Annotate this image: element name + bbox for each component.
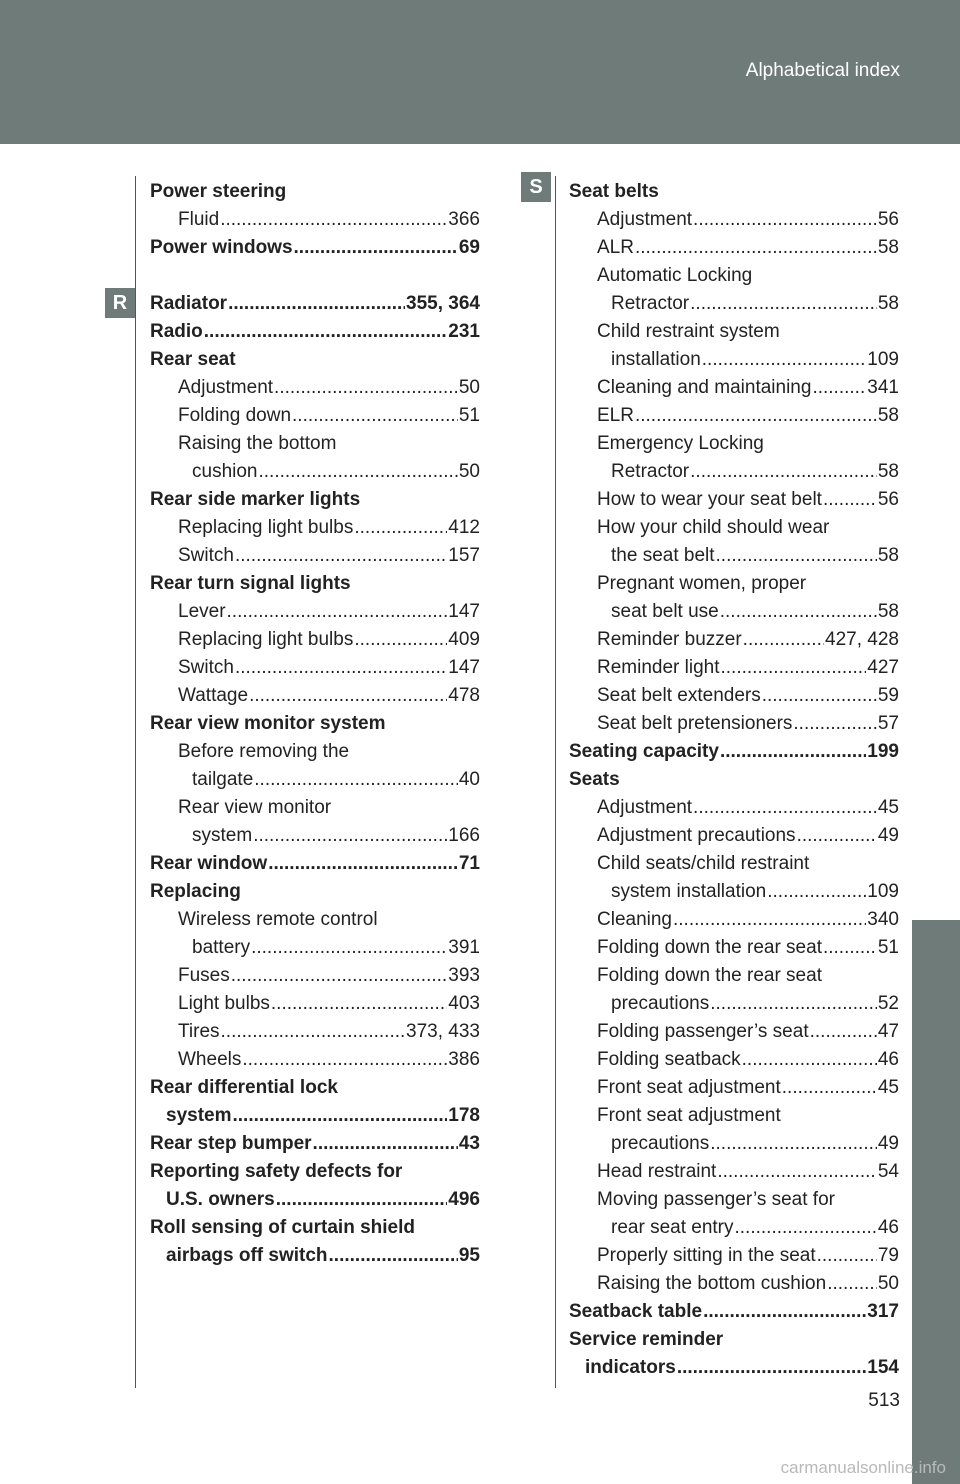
entry-page-ref: 46: [877, 1217, 899, 1238]
dot-leader: [743, 626, 824, 654]
index-heading: [150, 710, 480, 738]
entry-page-ref: 409: [448, 629, 480, 650]
entry-term: Seat belt extenders: [597, 685, 761, 706]
entry-term: Seat belts: [569, 181, 659, 202]
index-subentry: [150, 962, 480, 990]
letter-tab-r: R: [105, 288, 135, 318]
index-subentry: [569, 654, 899, 682]
entry-page-ref: 47: [877, 1021, 899, 1042]
entry-term: Replacing light bulbs: [178, 517, 354, 538]
dot-leader: [635, 402, 877, 430]
entry-term: Properly sitting in the seat: [597, 1245, 816, 1266]
index-entry: [150, 318, 480, 346]
dot-leader: [635, 234, 877, 262]
entry-term: Folding down the rear seat: [597, 937, 822, 958]
entry-term: rear seat entry: [611, 1217, 734, 1238]
entry-page-ref: 58: [877, 545, 899, 566]
entry-page-ref: 50: [877, 1273, 899, 1294]
index-subentry-continued: [150, 822, 480, 850]
index-entry: [150, 290, 480, 318]
entry-page-ref: 391: [448, 937, 480, 958]
page-header: [0, 0, 960, 144]
index-subentry: [569, 1074, 899, 1102]
entry-term: Retractor: [611, 461, 690, 482]
entry-term: Rear window: [150, 853, 268, 874]
dot-leader: [329, 1242, 458, 1270]
entry-term: battery: [192, 937, 251, 958]
dot-leader: [720, 738, 866, 766]
index-subentry: [150, 682, 480, 710]
letter-tab-s: S: [521, 172, 551, 202]
dot-leader: [735, 1214, 877, 1242]
entry-page-ref: 95: [458, 1245, 480, 1266]
dot-leader: [677, 1354, 866, 1382]
watermark: carmanualsonline.info: [780, 1458, 946, 1477]
page-number: 513: [868, 1390, 900, 1411]
entry-page-ref: 51: [458, 405, 480, 426]
entry-term: Replacing light bulbs: [178, 629, 354, 650]
index-subentry-continued: [569, 346, 899, 374]
dot-leader: [823, 486, 877, 514]
index-subentry: [150, 654, 480, 682]
entry-page-ref: 50: [458, 377, 480, 398]
entry-term: Adjustment: [178, 377, 274, 398]
index-subentry: [569, 486, 899, 514]
dot-leader: [716, 542, 877, 570]
entry-term: Raising the bottom cushion: [597, 1273, 827, 1294]
index-heading: [150, 1158, 480, 1186]
entry-page-ref: 58: [877, 601, 899, 622]
entry-term: Wheels: [178, 1049, 242, 1070]
entry-term: U.S. owners: [166, 1189, 275, 1210]
entry-term: Automatic Locking: [597, 265, 753, 286]
index-entry: [569, 738, 899, 766]
entry-term: Rear side marker lights: [150, 489, 361, 510]
dot-leader: [812, 374, 866, 402]
dot-leader: [762, 682, 877, 710]
index-subentry: [569, 514, 899, 542]
entry-term: Rear differential lock: [150, 1077, 338, 1098]
entry-page-ref: 393: [448, 965, 480, 986]
entry-page-ref: 317: [867, 1301, 899, 1322]
entry-term: Front seat adjustment: [597, 1105, 781, 1126]
index-subentry: [569, 962, 899, 990]
index-subentry: [150, 1018, 480, 1046]
index-subentry: [569, 1242, 899, 1270]
entry-term: system installation: [611, 881, 767, 902]
index-entry-continued: [150, 1186, 480, 1214]
entry-page-ref: 57: [877, 713, 899, 734]
index-heading: [150, 1214, 480, 1242]
entry-term: Seat belt pretensioners: [597, 713, 793, 734]
entry-term: precautions: [611, 993, 710, 1014]
entry-term: Light bulbs: [178, 993, 270, 1014]
entry-term: Radio: [150, 321, 203, 342]
entry-term: the seat belt: [611, 545, 715, 566]
index-subentry-continued: [150, 458, 480, 486]
entry-page-ref: 496: [448, 1189, 480, 1210]
entry-page-ref: 427: [867, 657, 899, 678]
dot-leader: [259, 458, 458, 486]
dot-leader: [782, 1074, 877, 1102]
entry-term: cushion: [192, 461, 258, 482]
entry-term: Cleaning and maintaining: [597, 377, 812, 398]
index-heading: [569, 1326, 899, 1354]
entry-term: Folding seatback: [597, 1049, 741, 1070]
entry-page-ref: 40: [458, 769, 480, 790]
index-subentry: [150, 430, 480, 458]
dot-leader: [231, 962, 448, 990]
entry-term: Adjustment: [597, 797, 693, 818]
index-entry-continued: [569, 1354, 899, 1382]
index-subentry: [569, 1102, 899, 1130]
dot-leader: [817, 1242, 877, 1270]
dot-leader: [690, 458, 877, 486]
dot-leader: [721, 654, 867, 682]
entry-term: How your child should wear: [597, 517, 830, 538]
entry-page-ref: 386: [448, 1049, 480, 1070]
index-entry: [150, 1130, 480, 1158]
entry-page-ref: 49: [877, 1133, 899, 1154]
index-subentry-continued: [569, 542, 899, 570]
entry-term: Tires: [178, 1021, 220, 1042]
index-entry-continued: [150, 1242, 480, 1270]
entry-page-ref: 58: [877, 461, 899, 482]
index-subentry: [150, 738, 480, 766]
entry-page-ref: 109: [867, 349, 899, 370]
index-entry: [150, 850, 480, 878]
dot-leader: [235, 654, 447, 682]
index-heading: [150, 346, 480, 374]
index-subentry: [569, 262, 899, 290]
dot-leader: [797, 822, 877, 850]
index-subentry: [569, 626, 899, 654]
dot-leader: [354, 626, 447, 654]
entry-page-ref: 355, 364: [406, 293, 480, 314]
index-subentry: [569, 570, 899, 598]
entry-page-ref: 403: [448, 993, 480, 1014]
index-subentry-continued: [150, 766, 480, 794]
entry-page-ref: 340: [867, 909, 899, 930]
entry-term: indicators: [585, 1357, 676, 1378]
entry-page-ref: 178: [448, 1105, 480, 1126]
entry-term: Before removing the: [178, 741, 350, 762]
index-subentry: [150, 374, 480, 402]
entry-page-ref: 56: [877, 209, 899, 230]
dot-leader: [720, 598, 877, 626]
header-title: Alphabetical index: [745, 60, 900, 81]
index-subentry: [569, 710, 899, 738]
dot-leader: [710, 1130, 877, 1158]
dot-leader: [693, 794, 877, 822]
entry-term: Child seats/child restraint: [597, 853, 810, 874]
index-subentry: [569, 1018, 899, 1046]
entry-term: seat belt use: [611, 601, 719, 622]
entry-page-ref: 199: [867, 741, 899, 762]
entry-page-ref: 50: [458, 461, 480, 482]
right-column-rule: [555, 176, 556, 1388]
dot-leader: [271, 990, 447, 1018]
index-heading: [569, 766, 899, 794]
entry-page-ref: 43: [458, 1133, 480, 1154]
dot-leader: [220, 206, 447, 234]
dot-leader: [702, 346, 867, 374]
entry-page-ref: 56: [877, 489, 899, 510]
dot-leader: [742, 1046, 877, 1074]
entry-term: Rear step bumper: [150, 1133, 312, 1154]
entry-term: Seatback table: [569, 1301, 703, 1322]
index-subentry-continued: [569, 458, 899, 486]
entry-term: system: [192, 825, 253, 846]
dot-leader: [254, 766, 458, 794]
entry-term: Folding down the rear seat: [597, 965, 822, 986]
entry-term: Adjustment: [597, 209, 693, 230]
entry-term: ELR: [597, 405, 634, 426]
dot-leader: [767, 878, 866, 906]
entry-page-ref: 147: [448, 601, 480, 622]
index-subentry: [569, 430, 899, 458]
entry-term: Replacing: [150, 881, 241, 902]
entry-term: Fuses: [178, 965, 230, 986]
entry-page-ref: 373, 433: [406, 1021, 480, 1042]
entry-term: Retractor: [611, 293, 690, 314]
entry-term: Switch: [178, 545, 234, 566]
entry-page-ref: 58: [877, 405, 899, 426]
entry-page-ref: 52: [877, 993, 899, 1014]
index-subentry: [150, 598, 480, 626]
entry-term: Radiator: [150, 293, 228, 314]
dot-leader: [227, 598, 448, 626]
index-subentry: [569, 850, 899, 878]
index-subentry-continued: [150, 934, 480, 962]
index-subentry: [150, 906, 480, 934]
entry-page-ref: 166: [448, 825, 480, 846]
entry-term: Roll sensing of curtain shield: [150, 1217, 415, 1238]
dot-leader: [233, 1102, 448, 1130]
entry-page-ref: 54: [877, 1161, 899, 1182]
index-heading: [150, 1074, 480, 1102]
dot-leader: [810, 1018, 877, 1046]
entry-term: ALR: [597, 237, 634, 258]
dot-leader: [268, 850, 458, 878]
entry-term: airbags off switch: [166, 1245, 328, 1266]
entry-term: tailgate: [192, 769, 254, 790]
entry-page-ref: 71: [458, 853, 480, 874]
entry-term: Power windows: [150, 237, 293, 258]
index-subentry: [150, 206, 480, 234]
entry-term: system: [166, 1105, 232, 1126]
index-subentry-continued: [569, 878, 899, 906]
entry-term: Fluid: [178, 209, 220, 230]
index-heading: [150, 486, 480, 514]
entry-page-ref: 59: [877, 685, 899, 706]
dot-leader: [253, 822, 447, 850]
dot-leader: [276, 1186, 448, 1214]
entry-page-ref: 45: [877, 797, 899, 818]
index-column-left: [150, 178, 480, 1270]
index-subentry: [150, 1046, 480, 1074]
dot-leader: [274, 374, 458, 402]
entry-term: Seats: [569, 769, 620, 790]
entry-page-ref: 51: [877, 937, 899, 958]
index-subentry: [569, 682, 899, 710]
dot-leader: [690, 290, 877, 318]
entry-term: Switch: [178, 657, 234, 678]
index-subentry-continued: [569, 1214, 899, 1242]
entry-term: Power steering: [150, 181, 287, 202]
index-subentry: [569, 934, 899, 962]
entry-page-ref: 79: [877, 1245, 899, 1266]
index-subentry: [569, 318, 899, 346]
index-subentry: [569, 402, 899, 430]
entry-term: Wattage: [178, 685, 249, 706]
index-subentry: [569, 374, 899, 402]
index-subentry: [569, 234, 899, 262]
entry-page-ref: 69: [458, 237, 480, 258]
entry-page-ref: 109: [867, 881, 899, 902]
dot-leader: [249, 682, 447, 710]
index-heading: [150, 178, 480, 206]
dot-leader: [221, 1018, 406, 1046]
index-subentry-continued: [569, 290, 899, 318]
index-subentry: [150, 402, 480, 430]
index-heading: [569, 178, 899, 206]
entry-term: Head restraint: [597, 1161, 717, 1182]
entry-page-ref: 154: [867, 1357, 899, 1378]
entry-term: Lever: [178, 601, 226, 622]
entry-term: Child restraint system: [597, 321, 780, 342]
entry-page-ref: 157: [448, 545, 480, 566]
entry-term: precautions: [611, 1133, 710, 1154]
index-subentry: [150, 794, 480, 822]
entry-term: How to wear your seat belt: [597, 489, 822, 510]
dot-leader: [717, 1158, 877, 1186]
dot-leader: [235, 542, 447, 570]
entry-term: Front seat adjustment: [597, 1077, 781, 1098]
entry-term: installation: [611, 349, 701, 370]
entry-term: Reporting safety defects for: [150, 1161, 403, 1182]
entry-term: Rear turn signal lights: [150, 573, 351, 594]
dot-leader: [354, 514, 447, 542]
entry-spacer: [150, 262, 480, 290]
index-heading: [150, 570, 480, 598]
entry-term: Emergency Locking: [597, 433, 764, 454]
left-column-rule: [135, 176, 136, 1388]
entry-term: Cleaning: [597, 909, 672, 930]
entry-term: Service reminder: [569, 1329, 724, 1350]
entry-term: Wireless remote control: [178, 909, 378, 930]
index-entry: [569, 1298, 899, 1326]
entry-term: Adjustment precautions: [597, 825, 796, 846]
index-entry: [150, 234, 480, 262]
index-subentry: [569, 206, 899, 234]
dot-leader: [827, 1270, 877, 1298]
index-subentry: [150, 990, 480, 1018]
entry-term: Seating capacity: [569, 741, 719, 762]
dot-leader: [294, 234, 458, 262]
dot-leader: [292, 402, 458, 430]
index-subentry-continued: [569, 990, 899, 1018]
index-subentry: [569, 906, 899, 934]
entry-page-ref: 49: [877, 825, 899, 846]
dot-leader: [703, 1298, 866, 1326]
dot-leader: [710, 990, 877, 1018]
index-subentry: [569, 1158, 899, 1186]
side-thumb-tab: [912, 920, 960, 1484]
index-column-right: [569, 178, 899, 1382]
index-subentry: [150, 626, 480, 654]
entry-page-ref: 45: [877, 1077, 899, 1098]
dot-leader: [251, 934, 447, 962]
index-subentry: [569, 822, 899, 850]
entry-term: Folding passenger’s seat: [597, 1021, 809, 1042]
entry-term: Raising the bottom: [178, 433, 337, 454]
index-subentry: [150, 514, 480, 542]
dot-leader: [228, 290, 405, 318]
entry-page-ref: 58: [877, 237, 899, 258]
entry-page-ref: 341: [867, 377, 899, 398]
dot-leader: [673, 906, 866, 934]
index-subentry: [569, 794, 899, 822]
dot-leader: [693, 206, 877, 234]
index-entry-continued: [150, 1102, 480, 1130]
dot-leader: [313, 1130, 458, 1158]
entry-page-ref: 366: [448, 209, 480, 230]
index-subentry-continued: [569, 598, 899, 626]
entry-page-ref: 147: [448, 657, 480, 678]
entry-term: Reminder buzzer: [597, 629, 742, 650]
entry-page-ref: 478: [448, 685, 480, 706]
entry-page-ref: 46: [877, 1049, 899, 1070]
entry-term: Rear view monitor system: [150, 713, 386, 734]
dot-leader: [823, 934, 877, 962]
dot-leader: [242, 1046, 447, 1074]
entry-term: Rear view monitor: [178, 797, 332, 818]
entry-term: Reminder light: [597, 657, 720, 678]
index-subentry: [569, 1046, 899, 1074]
dot-leader: [793, 710, 876, 738]
index-subentry: [569, 1270, 899, 1298]
entry-term: Folding down: [178, 405, 292, 426]
entry-term: Moving passenger’s seat for: [597, 1189, 835, 1210]
index-subentry-continued: [569, 1130, 899, 1158]
entry-page-ref: 58: [877, 293, 899, 314]
entry-page-ref: 231: [448, 321, 480, 342]
entry-term: Pregnant women, proper: [597, 573, 807, 594]
index-heading: [150, 878, 480, 906]
dot-leader: [204, 318, 448, 346]
entry-page-ref: 427, 428: [825, 629, 899, 650]
index-subentry: [569, 1186, 899, 1214]
index-subentry: [150, 542, 480, 570]
entry-page-ref: 412: [448, 517, 480, 538]
entry-term: Rear seat: [150, 349, 236, 370]
